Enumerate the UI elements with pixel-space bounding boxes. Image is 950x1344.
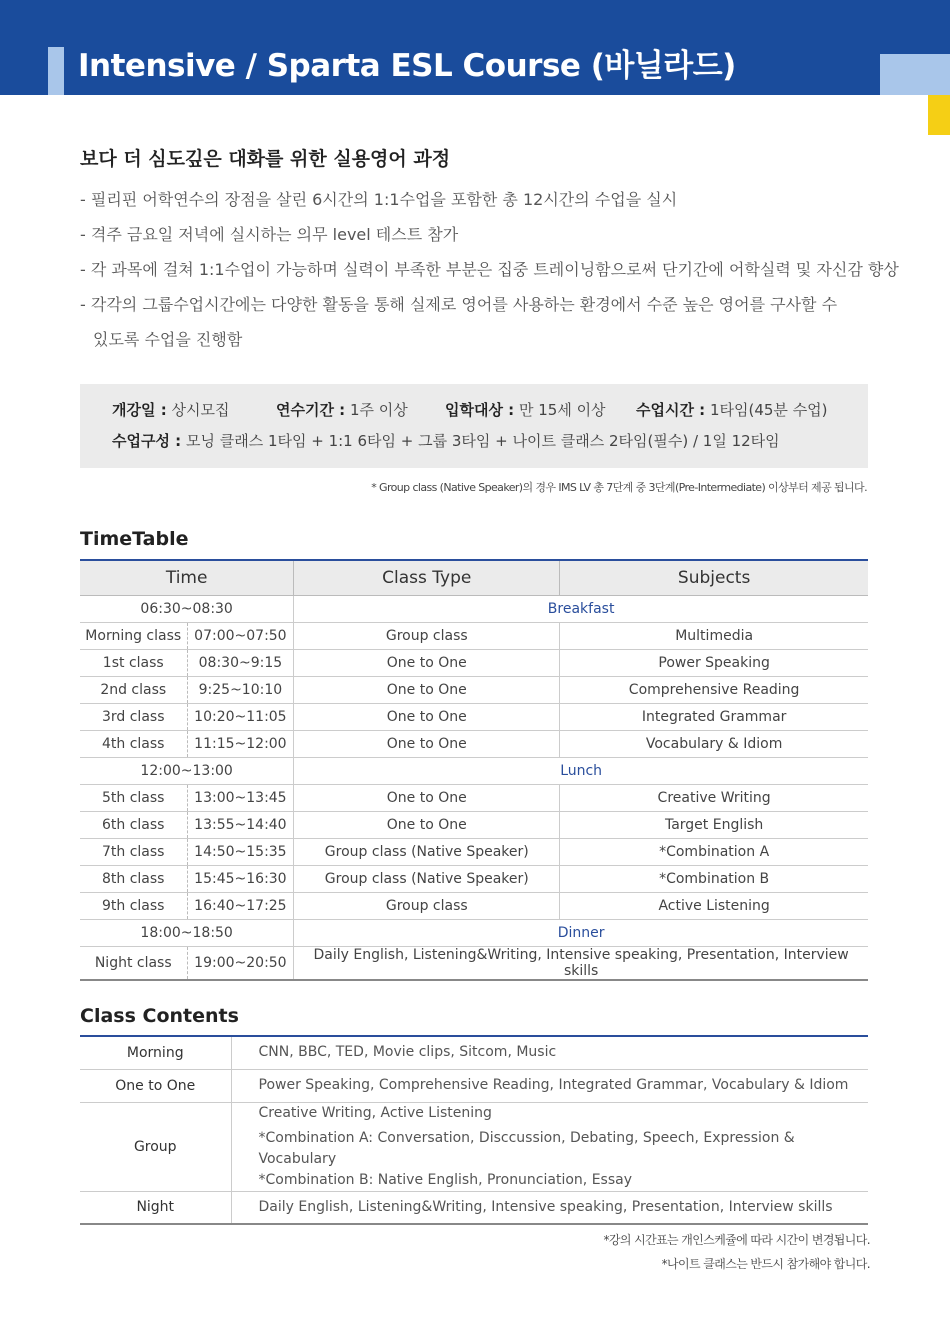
class-subject: Integrated Grammar	[560, 703, 868, 730]
class-subject: *Combination B	[560, 865, 868, 892]
timetable-title: TimeTable	[80, 528, 189, 550]
content-category: Group	[80, 1102, 231, 1191]
table-row	[80, 784, 868, 811]
class-time: 15:45~16:30	[187, 865, 294, 892]
class-name: Night class	[80, 946, 187, 980]
yellow-tab	[928, 95, 950, 135]
class-name: 4th class	[80, 730, 187, 757]
content-description	[231, 1102, 868, 1191]
timetable-header-class-type: Class Type	[294, 560, 560, 595]
class-subject: *Combination A	[560, 838, 868, 865]
class-contents-table	[80, 1035, 868, 1225]
timetable-header-subjects: Subjects	[560, 560, 868, 595]
meal-label: Breakfast	[294, 595, 868, 622]
class-time: 13:55~14:40	[187, 811, 294, 838]
group-class-note: * Group class (Native Speaker)의 경우 IMS LV 총 7단계 중 3단계(Pre-Intermediate) 이상부터 제공 됩니다.	[371, 481, 867, 494]
class-name: 9th class	[80, 892, 187, 919]
content-category: One to One	[80, 1069, 231, 1102]
content-line: *Combination A: Conversation, Disccussion, Debating, Speech, Expression & Vocabulary	[258, 1129, 795, 1167]
course-info-box	[80, 384, 868, 468]
class-subject: Active Listening	[560, 892, 868, 919]
info-start: 개강일 : 상시모집	[112, 401, 230, 419]
timetable	[80, 559, 868, 981]
class-type: One to One	[294, 784, 560, 811]
class-time: 07:00~07:50	[187, 622, 294, 649]
class-time: 13:00~13:45	[187, 784, 294, 811]
meal-time: 18:00~18:50	[80, 919, 294, 946]
content-description	[231, 1036, 868, 1069]
page-header	[0, 0, 950, 95]
info-hours: 수업시간 : 1타임(45분 수업)	[636, 401, 828, 419]
class-type: One to One	[294, 811, 560, 838]
meal-time: 12:00~13:00	[80, 757, 294, 784]
class-type: One to One	[294, 676, 560, 703]
intro-bullet: - 격주 금요일 저녁에 실시하는 의무 level 테스트 참가	[80, 225, 459, 244]
class-name: 2nd class	[80, 676, 187, 703]
table-row	[80, 703, 868, 730]
class-name: 8th class	[80, 865, 187, 892]
class-time: 14:50~15:35	[187, 838, 294, 865]
info-target: 입학대상 : 만 15세 이상	[445, 401, 606, 419]
table-row	[80, 676, 868, 703]
footnote: *강의 시간표는 개인스케쥴에 따라 시간이 변경됩니다.	[603, 1233, 870, 1247]
class-time: 16:40~17:25	[187, 892, 294, 919]
meal-label: Lunch	[294, 757, 868, 784]
class-time: 9:25~10:10	[187, 676, 294, 703]
class-type: Group class	[294, 622, 560, 649]
content-category: Night	[80, 1191, 231, 1224]
class-name: 3rd class	[80, 703, 187, 730]
class-type: One to One	[294, 703, 560, 730]
class-name: 7th class	[80, 838, 187, 865]
class-type: One to One	[294, 649, 560, 676]
intro-bullet: - 각 과목에 걸쳐 1:1수업이 가능하며 실력이 부족한 부분은 집중 트레이닝함으로써 단기간에 어학실력 및 자신감 향상	[80, 260, 899, 279]
class-subject: Comprehensive Reading	[560, 676, 868, 703]
night-class-description: Daily English, Listening&Writing, Intensive speaking, Presentation, Interview skills	[294, 946, 868, 980]
footnote: *나이트 클래스는 반드시 참가해야 합니다.	[661, 1257, 870, 1271]
class-name: Morning class	[80, 622, 187, 649]
class-subject: Creative Writing	[560, 784, 868, 811]
content-description	[231, 1069, 868, 1102]
meal-time: 06:30~08:30	[80, 595, 294, 622]
class-time: 19:00~20:50	[187, 946, 294, 980]
class-subject: Power Speaking	[560, 649, 868, 676]
table-row	[80, 757, 868, 784]
class-subject: Target English	[560, 811, 868, 838]
class-time: 11:15~12:00	[187, 730, 294, 757]
info-period: 연수기간 : 1주 이상	[276, 401, 408, 419]
table-row	[80, 946, 868, 980]
content-line: Daily English, Listening&Writing, Intensive speaking, Presentation, Interview skills	[258, 1198, 833, 1215]
table-row	[80, 1036, 868, 1069]
class-name: 1st class	[80, 649, 187, 676]
intro-bullets	[80, 182, 899, 357]
intro-bullet: 있도록 수업을 진행함	[93, 330, 243, 349]
header-accent-bar	[48, 47, 64, 95]
content-line: Creative Writing, Active Listening	[258, 1104, 492, 1121]
content-category: Morning	[80, 1036, 231, 1069]
table-row	[80, 865, 868, 892]
table-row	[80, 919, 868, 946]
table-row	[80, 622, 868, 649]
class-type: Group class (Native Speaker)	[294, 865, 560, 892]
intro-bullet: - 각각의 그룹수업시간에는 다양한 활동을 통해 실제로 영어를 사용하는 환경에서 수준 높은 영어를 구사할 수	[80, 295, 838, 314]
intro-bullet: - 필리핀 어학연수의 장점을 살린 6시간의 1:1수업을 포함한 총 12시간의 수업을 실시	[80, 190, 678, 209]
class-time: 08:30~9:15	[187, 649, 294, 676]
table-row	[80, 649, 868, 676]
class-type: Group class (Native Speaker)	[294, 838, 560, 865]
content-description	[231, 1191, 868, 1224]
content-line: *Combination B: Native English, Pronunciation, Essay	[258, 1171, 632, 1188]
class-time: 10:20~11:05	[187, 703, 294, 730]
meal-label: Dinner	[294, 919, 868, 946]
content-line: Power Speaking, Comprehensive Reading, Integrated Grammar, Vocabulary & Idiom	[258, 1077, 849, 1093]
footnotes	[603, 1228, 870, 1276]
class-type: Group class	[294, 892, 560, 919]
table-row	[80, 1102, 868, 1191]
page-title: Intensive / Sparta ESL Course (바닐라드)	[78, 48, 736, 84]
table-row	[80, 1191, 868, 1224]
table-row	[80, 1069, 868, 1102]
table-row	[80, 595, 868, 622]
class-contents-title: Class Contents	[80, 1005, 239, 1027]
table-row	[80, 892, 868, 919]
timetable-header-time: Time	[80, 560, 294, 595]
table-row	[80, 811, 868, 838]
table-row	[80, 838, 868, 865]
class-subject: Multimedia	[560, 622, 868, 649]
header-corner-block	[880, 54, 950, 95]
class-name: 6th class	[80, 811, 187, 838]
class-type: One to One	[294, 730, 560, 757]
intro-heading: 보다 더 심도깊은 대화를 위한 실용영어 과정	[80, 148, 451, 170]
table-row	[80, 730, 868, 757]
content-line: CNN, BBC, TED, Movie clips, Sitcom, Music	[258, 1044, 557, 1061]
class-name: 5th class	[80, 784, 187, 811]
class-subject: Vocabulary & Idiom	[560, 730, 868, 757]
info-composition: 수업구성 : 모닝 클래스 1타임 + 1:1 6타임 + 그룹 3타임 + 나이트 클래스 2타임(필수) / 1일 12타임	[112, 432, 780, 450]
